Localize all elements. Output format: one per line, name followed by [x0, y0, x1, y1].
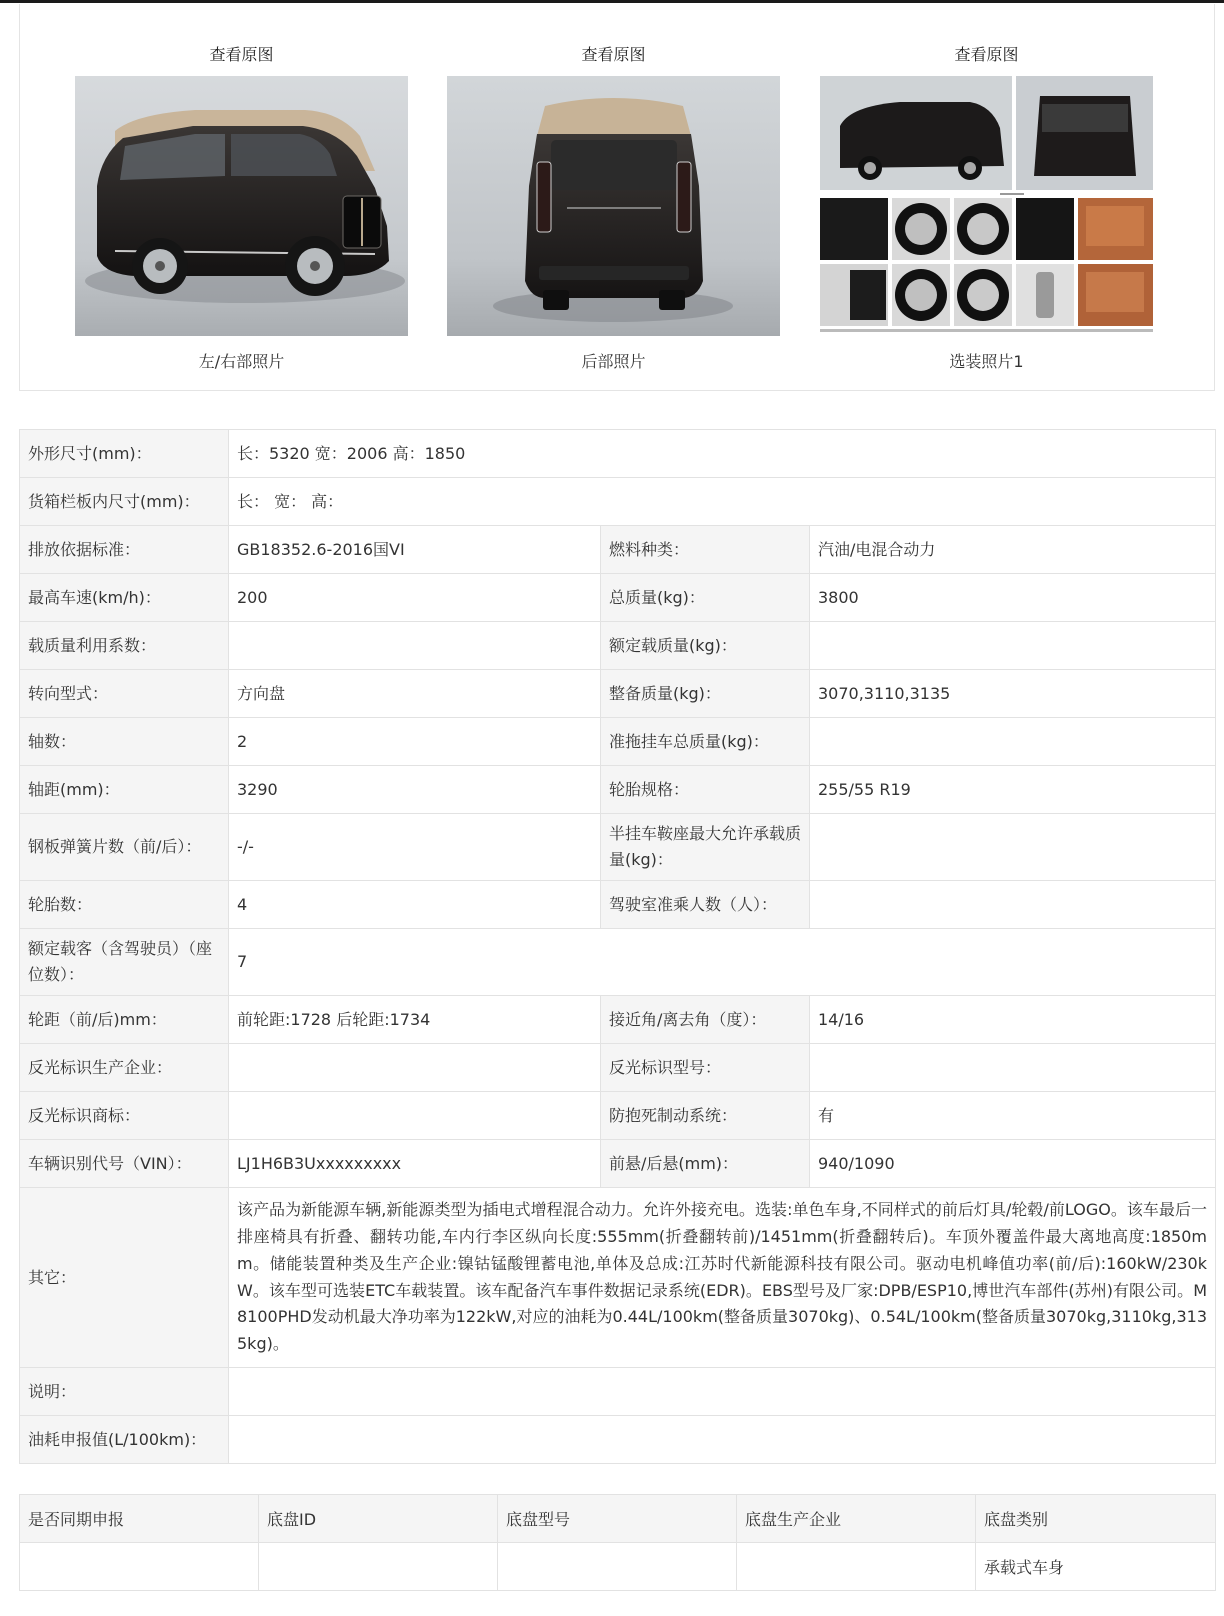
- spec-value: 200: [229, 574, 601, 622]
- table-row: [20, 574, 1216, 622]
- spec-label: 轮胎数：: [20, 881, 229, 929]
- spec-label: 轴数：: [20, 718, 229, 766]
- table-row: [20, 622, 1216, 670]
- spec-value: [229, 1368, 1216, 1416]
- view-original-link[interactable]: 查看原图: [581, 45, 646, 64]
- spec-value: 方向盘: [229, 670, 601, 718]
- table-row: [20, 718, 1216, 766]
- spec-label: 最高车速(km/h)：: [20, 574, 229, 622]
- table-row: [20, 1543, 1216, 1591]
- side-view-image: [75, 76, 408, 336]
- spec-label: 防抱死制动系统：: [601, 1092, 810, 1140]
- table-row: [20, 996, 1216, 1044]
- photo-caption: 后部照片: [581, 352, 646, 371]
- spec-value-other: 该产品为新能源车辆,新能源类型为插电式增程混合动力。允许外接充电。选装:单色车身,不同样式的前后灯具/轮毂/前LOGO。该车最后一排座椅具有折叠、翻转功能,车内行李区纵向长度:555mm(折叠翻转前)/1451mm(折叠翻转后)。车顶外覆盖件最大离地高度:1850mm。储能装置种类及生产企业:镍钴锰酸锂蓄电池,单体及总成:江苏时代新能源科技有限公司。驱动电机峰值功率(前/后):160kW/230kW。该车型可选装ETC车载装置。该车配备汽车事件数据记录系统(EDR)。EBS型号及厂家:DPB/ESP10,博世汽车部件(苏州)有限公司。M8100PHD发动机最大净功率为122kW,对应的油耗为0.44L/100km(整备质量3070kg)、0.54L/100km(整备质量3070kg,3110kg,3135kg)。: [229, 1188, 1216, 1368]
- column-header: 底盘生产企业: [737, 1495, 976, 1543]
- spec-label: 货箱栏板内尺寸(mm)：: [20, 478, 229, 526]
- column-header: 底盘类别: [976, 1495, 1216, 1543]
- chassis-table: [19, 1494, 1216, 1591]
- table-row: [20, 1368, 1216, 1416]
- photo-panel: [19, 4, 1215, 391]
- view-original-link[interactable]: 查看原图: [209, 45, 274, 64]
- spec-label: 其它：: [20, 1188, 229, 1368]
- spec-label: 接近角/离去角（度）：: [601, 996, 810, 1044]
- optional-collage-image: [820, 76, 1153, 336]
- spec-label: 前悬/后悬(mm)：: [601, 1140, 810, 1188]
- spec-value: [810, 881, 1216, 929]
- photo-side: [75, 44, 408, 373]
- spec-value: GB18352.6-2016国VI: [229, 526, 601, 574]
- spec-label: 准拖挂车总质量(kg)：: [601, 718, 810, 766]
- spec-table: [19, 429, 1216, 1464]
- spec-label: 油耗申报值(L/100km)：: [20, 1416, 229, 1464]
- column-header: 底盘ID: [259, 1495, 498, 1543]
- spec-value: 有: [810, 1092, 1216, 1140]
- spec-label: 总质量(kg)：: [601, 574, 810, 622]
- spec-label: 反光标识型号：: [601, 1044, 810, 1092]
- spec-value: 3800: [810, 574, 1216, 622]
- spec-value: [229, 1416, 1216, 1464]
- spec-value: LJ1H6B3Uxxxxxxxxx: [229, 1140, 601, 1188]
- side-view-photo[interactable]: [75, 76, 408, 336]
- spec-label: 燃料种类：: [601, 526, 810, 574]
- spec-value: 2: [229, 718, 601, 766]
- spec-label: 轮距（前/后)mm：: [20, 996, 229, 1044]
- spec-value: -/-: [229, 814, 601, 881]
- table-cell: [737, 1543, 976, 1591]
- spec-value: [229, 1044, 601, 1092]
- spec-label: 反光标识生产企业：: [20, 1044, 229, 1092]
- spec-value: [810, 1044, 1216, 1092]
- table-row: [20, 670, 1216, 718]
- table-row: [20, 1416, 1216, 1464]
- spec-value: 14/16: [810, 996, 1216, 1044]
- table-row: [20, 1140, 1216, 1188]
- table-row: [20, 766, 1216, 814]
- spec-value: [810, 814, 1216, 881]
- spec-label: 外形尺寸(mm)：: [20, 430, 229, 478]
- spec-value: 3070,3110,3135: [810, 670, 1216, 718]
- spec-value: [810, 718, 1216, 766]
- spec-value: 940/1090: [810, 1140, 1216, 1188]
- spec-value: 前轮距:1728 后轮距:1734: [229, 996, 601, 1044]
- spec-label: 整备质量(kg)：: [601, 670, 810, 718]
- spec-label: 车辆识别代号（VIN）：: [20, 1140, 229, 1188]
- spec-label: 半挂车鞍座最大允许承载质量(kg)：: [601, 814, 810, 881]
- photo-optional: [820, 44, 1153, 373]
- table-row: [20, 881, 1216, 929]
- spec-label: 转向型式：: [20, 670, 229, 718]
- spec-value: 3290: [229, 766, 601, 814]
- spec-label: 额定载客（含驾驶员）（座位数）：: [20, 929, 229, 996]
- spec-value: 长：5320 宽：2006 高：1850: [229, 430, 1216, 478]
- spec-value: [810, 622, 1216, 670]
- table-cell: [498, 1543, 737, 1591]
- spec-label: 钢板弹簧片数（前/后）：: [20, 814, 229, 881]
- photo-caption: 选装照片1: [949, 352, 1024, 371]
- spec-label: 驾驶室准乘人数（人）：: [601, 881, 810, 929]
- photo-caption: 左/右部照片: [198, 352, 285, 371]
- rear-view-photo[interactable]: [447, 76, 780, 336]
- spec-label: 说明：: [20, 1368, 229, 1416]
- table-row: [20, 1044, 1216, 1092]
- table-header-row: [20, 1495, 1216, 1543]
- spec-label: 反光标识商标：: [20, 1092, 229, 1140]
- spec-label: 额定载质量(kg)：: [601, 622, 810, 670]
- table-row: [20, 929, 1216, 996]
- spec-value: [229, 1092, 601, 1140]
- spec-value: 255/55 R19: [810, 766, 1216, 814]
- spec-value: 4: [229, 881, 601, 929]
- table-row: [20, 1188, 1216, 1368]
- rear-view-image: [447, 76, 780, 336]
- spec-label: 载质量利用系数：: [20, 622, 229, 670]
- spec-value: 汽油/电混合动力: [810, 526, 1216, 574]
- top-rule: [0, 0, 1224, 3]
- column-header: 是否同期申报: [20, 1495, 259, 1543]
- spec-value: 7: [229, 929, 1216, 996]
- spec-value: [229, 622, 601, 670]
- table-cell: 承载式车身: [976, 1543, 1216, 1591]
- table-cell: [259, 1543, 498, 1591]
- photo-rear: [447, 44, 780, 373]
- table-cell: [20, 1543, 259, 1591]
- table-row: [20, 526, 1216, 574]
- view-original-link[interactable]: 查看原图: [954, 45, 1019, 64]
- table-row: [20, 814, 1216, 881]
- spec-label: 轴距(mm)：: [20, 766, 229, 814]
- spec-label: 排放依据标准：: [20, 526, 229, 574]
- spec-value: 长： 宽： 高：: [229, 478, 1216, 526]
- table-row: [20, 430, 1216, 478]
- spec-label: 轮胎规格：: [601, 766, 810, 814]
- table-row: [20, 478, 1216, 526]
- optional-collage-photo[interactable]: [820, 76, 1153, 336]
- table-row: [20, 1092, 1216, 1140]
- column-header: 底盘型号: [498, 1495, 737, 1543]
